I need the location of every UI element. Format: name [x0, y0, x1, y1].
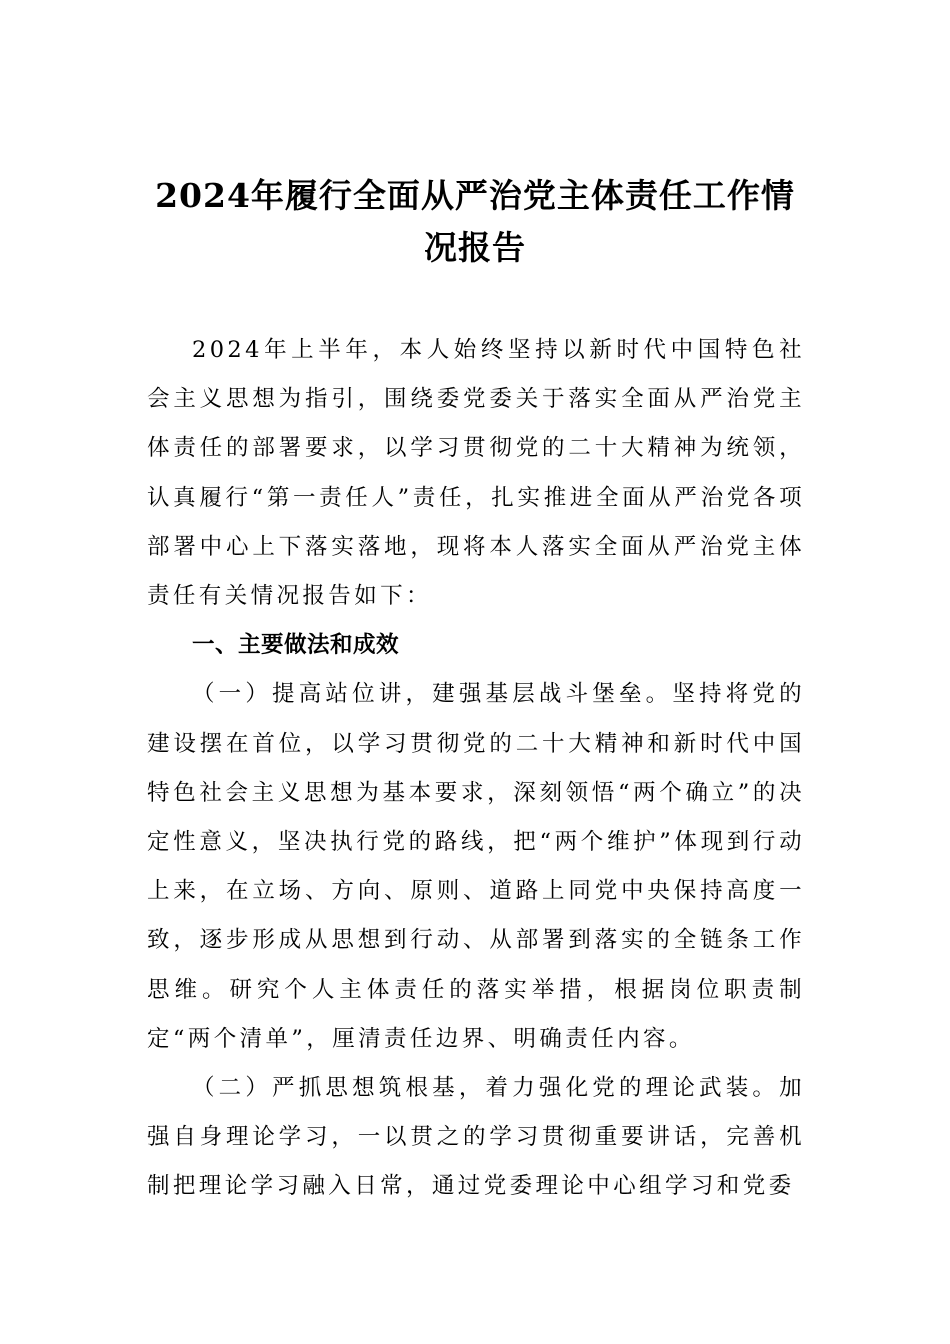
document-title: 2024年履行全面从严治党主体责任工作情况报告	[155, 176, 795, 267]
section-heading: 一、主要做法和成效	[192, 632, 400, 659]
section-paragraph-1: （一）提高站位讲，建强基层战斗堡垒。坚持将党的建设摆在首位，以学习贯彻党的二十大精神和新时代中国特色社会主义思想为基本要求，深刻领悟“两个确立”的决定性意义，坚决执行党的路线，把“两个维护”体现到行动上来，在立场、方向、原则、道路上同党中央保持高度一致，逐步形成从思想到行动、从部署到落实的全链条工作思维。研究个人主体责任的落实举措，根据岗位职责制定“两个清单”，厘清责任边界、明确责任内容。	[147, 681, 806, 1052]
intro-paragraph: 2024年上半年，本人始终坚持以新时代中国特色社会主义思想为指引，围绕委党委关于落实全面从严治党主体责任的部署要求，以学习贯彻党的二十大精神为统领，认真履行“第一责任人”责任，扎实推进全面从严治党各项部署中心上下落实落地，现将本人落实全面从严治党主体责任有关情况报告如下：	[147, 337, 805, 610]
section-paragraph-2: （二）严抓思想筑根基，着力强化党的理论武装。加强自身理论学习，一以贯之的学习贯彻重要讲话，完善机制把理论学习融入日常，通过党委理论中心组学习和党委	[147, 1075, 805, 1200]
document-body	[147, 326, 805, 1212]
